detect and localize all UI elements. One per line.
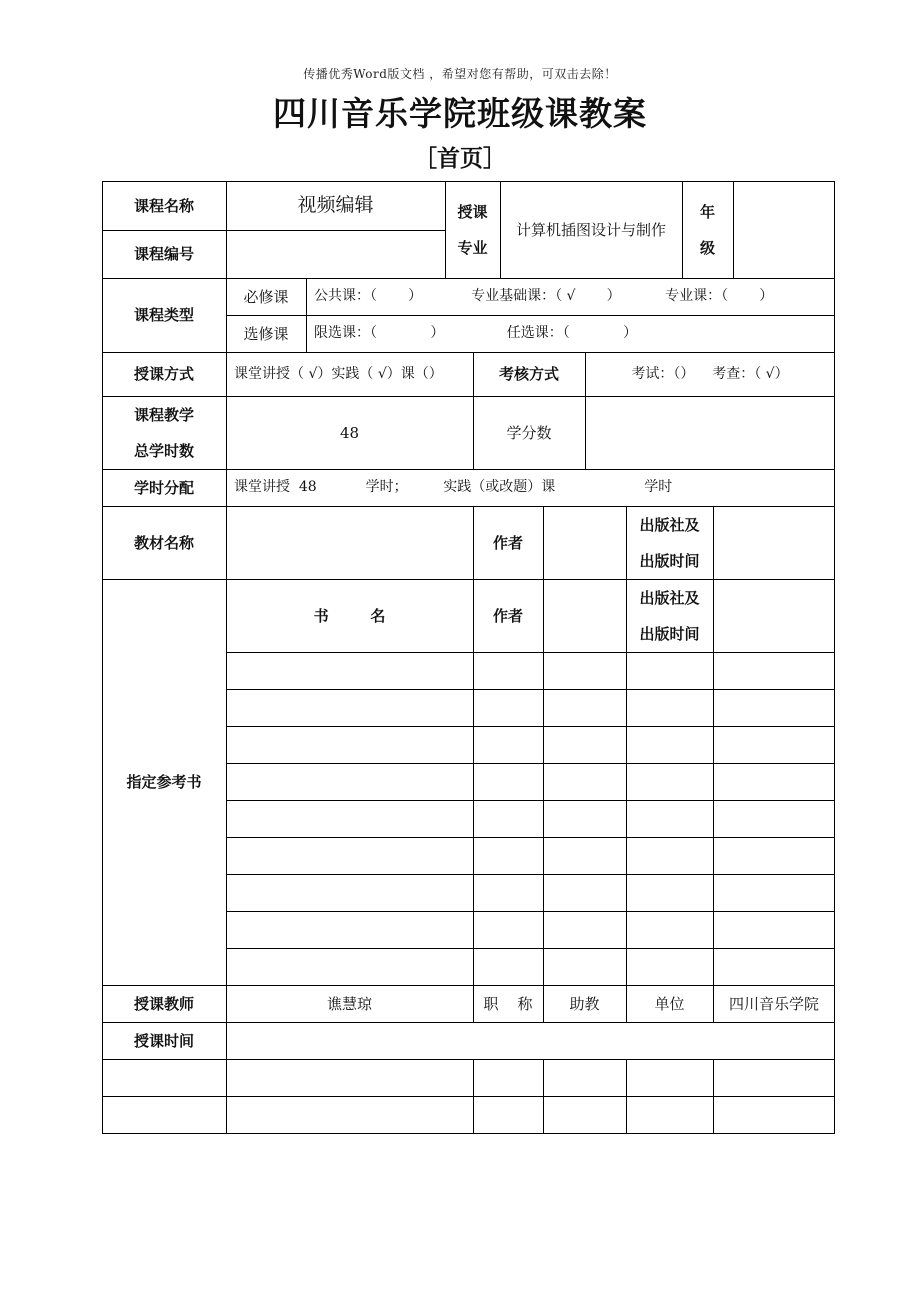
document-title: 四川音乐学院班级课教案	[273, 94, 647, 133]
course-name-label: 课程名称	[133, 196, 194, 215]
teaching-time-label: 授课时间	[133, 1031, 194, 1050]
unit-value[interactable]: 四川音乐学院	[728, 994, 819, 1013]
credits-value[interactable]	[585, 396, 835, 469]
required-course-options[interactable]: 公共课：（ ） 专业基础课：（ √ ） 专业课：（ ）	[314, 288, 774, 305]
total-hours-label-line2: 总学时数	[133, 441, 194, 460]
elective-course-options[interactable]: 限选课：（ ） 任选课：（ ）	[314, 325, 638, 342]
textbook-author-label: 作者	[492, 533, 523, 552]
teacher-label: 授课教师	[133, 994, 194, 1013]
major-label-line1: 授课	[457, 202, 488, 221]
required-course-label: 必修课	[243, 287, 289, 306]
job-title-label: 职 称	[483, 994, 533, 1013]
textbook-label: 教材名称	[133, 533, 194, 552]
publisher-label-line2: 出版时间	[639, 551, 700, 570]
document-subtitle: ［首页］	[414, 146, 506, 172]
reference-publisher-header	[626, 579, 713, 652]
teacher-value[interactable]: 谯慧琼	[326, 994, 372, 1013]
book-title-header: 书 名	[313, 606, 386, 625]
job-title-value[interactable]: 助教	[569, 994, 600, 1013]
reference-books-label: 指定参考书	[126, 773, 202, 791]
textbook-publisher-value[interactable]	[713, 506, 835, 579]
major-value[interactable]: 计算机插图设计与制作	[515, 220, 666, 239]
total-hours-value[interactable]: 48	[339, 423, 360, 442]
total-hours-label	[102, 396, 226, 469]
course-code-label: 课程编号	[133, 245, 194, 263]
teaching-time-value[interactable]	[226, 1022, 835, 1059]
header-note: 传播优秀Word版文档 ，希望对您有帮助，可双击去除！	[303, 67, 617, 81]
hours-allocation-value[interactable]: 课堂讲授 48 学时； 实践（或改题）课 学时	[234, 479, 673, 496]
major-label-line2: 专业	[457, 238, 488, 257]
total-hours-label-line1: 课程教学	[133, 405, 194, 424]
grade-label	[682, 181, 733, 278]
grade-value[interactable]	[733, 181, 835, 278]
grade-label-line2: 级	[699, 238, 715, 257]
textbook-author-value[interactable]	[543, 506, 626, 579]
major-label	[445, 181, 500, 278]
credits-label: 学分数	[506, 423, 552, 442]
course-code-value[interactable]	[226, 230, 445, 278]
assessment-label: 考核方式	[498, 365, 559, 383]
elective-course-label: 选修课	[243, 324, 289, 343]
course-name-value[interactable]: 视频编辑	[297, 194, 374, 217]
textbook-publisher-label	[626, 506, 713, 579]
teaching-mode-value[interactable]: 课堂讲授（ √）实践（ √）课（）	[234, 365, 443, 382]
textbook-value[interactable]	[226, 506, 473, 579]
grade-label-line1: 年	[699, 202, 715, 221]
reference-publisher-line1: 出版社及	[639, 588, 700, 607]
reference-publisher-line2: 出版时间	[639, 624, 700, 643]
publisher-label-line1: 出版社及	[639, 515, 700, 534]
assessment-value[interactable]: 考试：（） 考查：（ √）	[631, 365, 789, 382]
unit-label: 单位	[654, 994, 685, 1013]
teaching-mode-label: 授课方式	[133, 365, 194, 383]
course-type-label: 课程类型	[133, 306, 194, 324]
reference-author-header: 作者	[492, 606, 523, 625]
course-plan-table	[102, 181, 835, 1134]
hours-allocation-label: 学时分配	[133, 478, 194, 497]
